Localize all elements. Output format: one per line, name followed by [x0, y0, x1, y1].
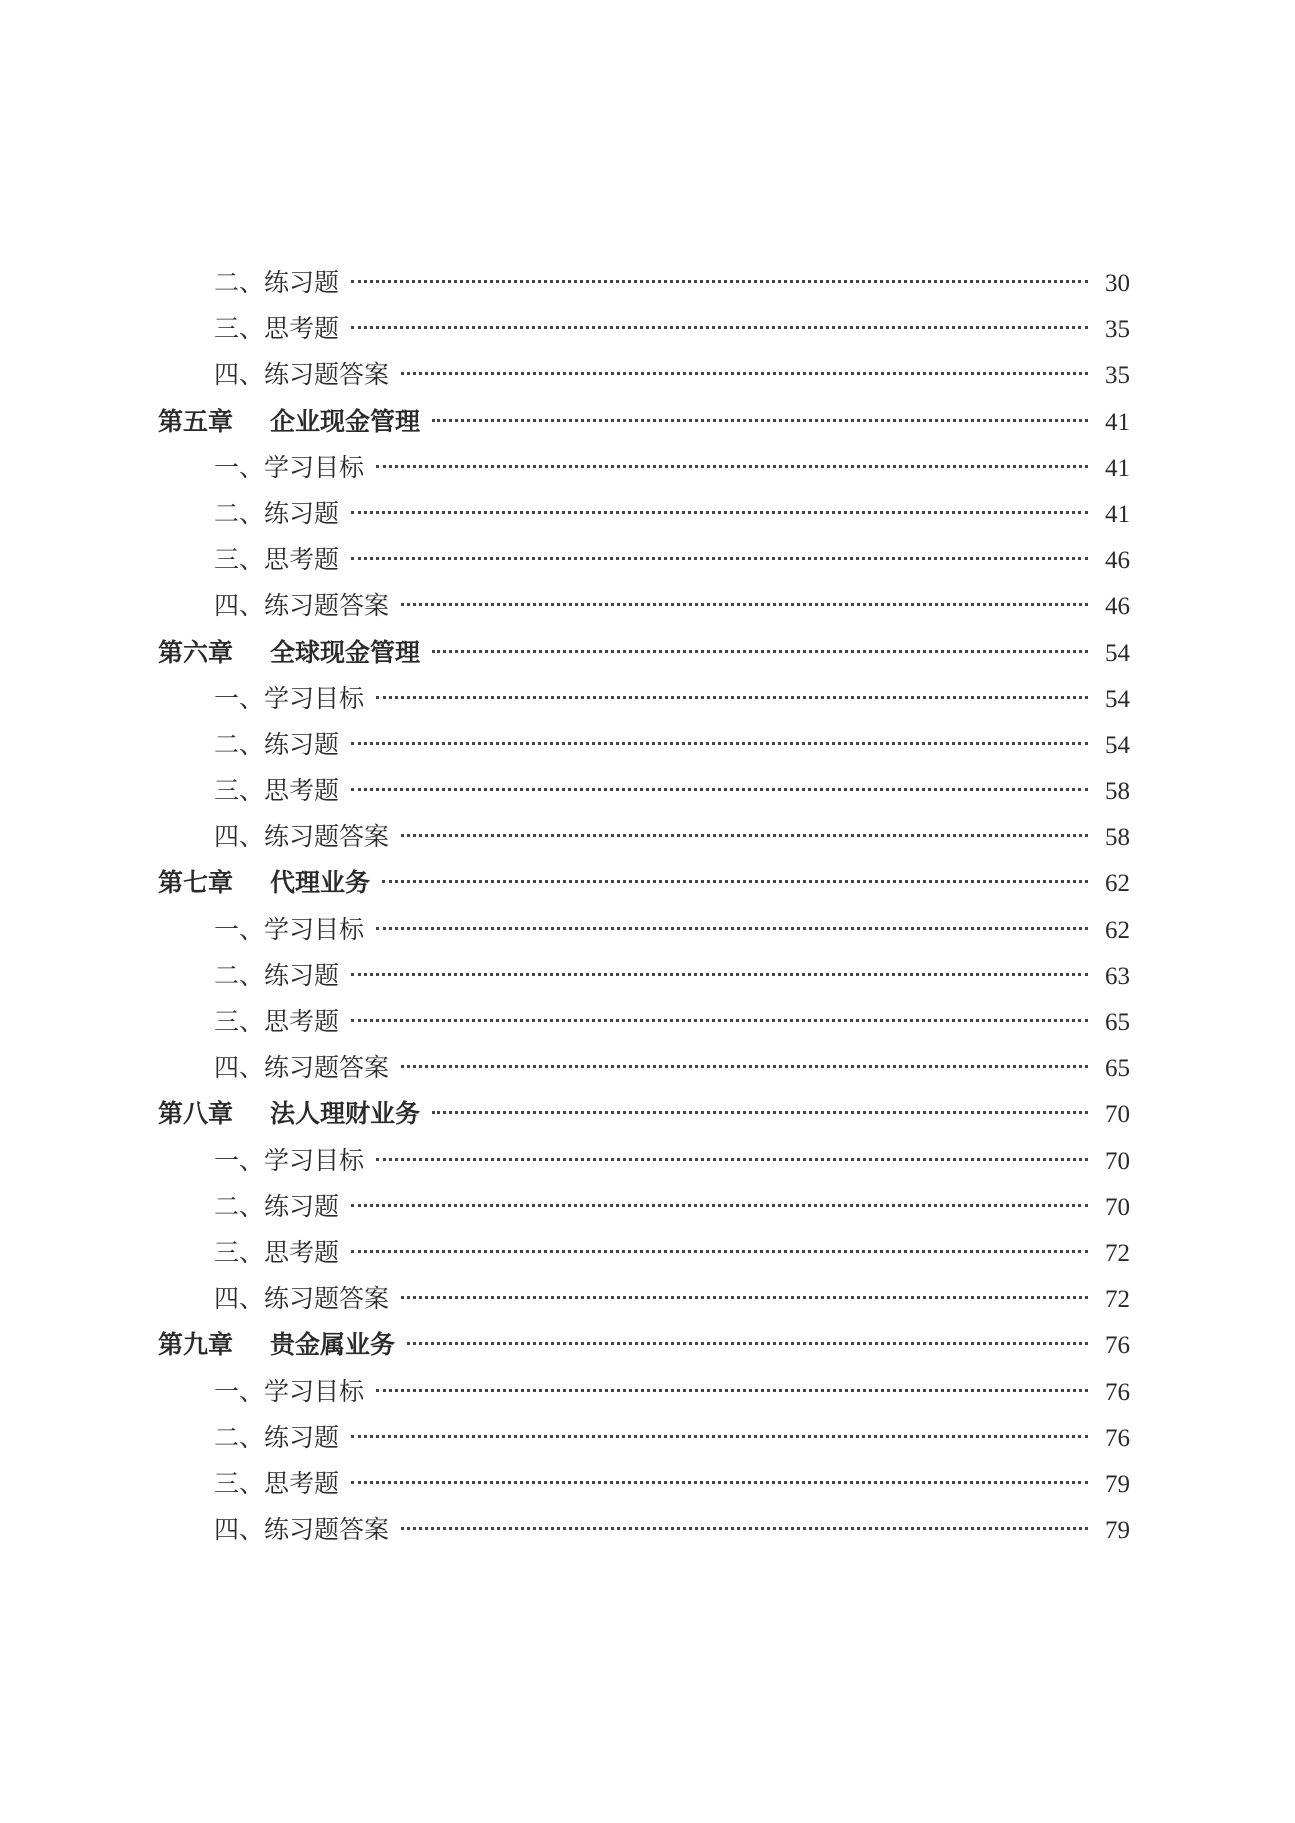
dot-leader	[432, 419, 1088, 422]
toc-chapter-row	[158, 630, 1130, 676]
chapter-title: 全球现金管理	[270, 637, 421, 667]
toc-entry-title	[158, 399, 420, 445]
dot-leader	[376, 1389, 1088, 1392]
page-number: 70	[1105, 1147, 1130, 1175]
chapter-number: 第五章	[158, 406, 234, 436]
toc-entry-title: 三、思考题	[214, 1468, 340, 1498]
toc-section-row	[158, 676, 1130, 722]
toc-entry-title: 三、思考题	[214, 1007, 340, 1036]
dot-leader	[376, 465, 1088, 468]
toc-section-row	[158, 1138, 1130, 1184]
toc-section-row	[158, 260, 1130, 306]
toc-section-row	[158, 814, 1130, 860]
chapter-title: 代理业务	[270, 868, 371, 898]
toc-section-row	[158, 306, 1130, 352]
toc-entry-title: 一、学习目标	[214, 914, 365, 944]
toc-entry-title: 二、练习题	[214, 1422, 340, 1452]
toc-entry-title: 三、思考题	[214, 776, 340, 806]
table-of-contents	[158, 260, 1130, 1553]
dot-leader	[401, 1296, 1088, 1299]
toc-entry-title: 四、练习题答案	[214, 1515, 390, 1545]
page-number: 65	[1105, 1055, 1130, 1083]
toc-entry-title	[158, 1322, 395, 1368]
page-number: 70	[1105, 1193, 1130, 1221]
dot-leader	[376, 927, 1088, 930]
dot-leader	[351, 511, 1088, 514]
toc-section-row	[158, 1507, 1130, 1553]
toc-entry-title: 一、学习目标	[214, 683, 365, 713]
page-number: 58	[1105, 778, 1130, 806]
toc-section-row	[158, 445, 1130, 491]
toc-section-row	[158, 1184, 1130, 1230]
page-number: 65	[1105, 1009, 1130, 1036]
page-number: 70	[1105, 1101, 1130, 1129]
page-number: 41	[1105, 500, 1130, 528]
dot-leader	[401, 1527, 1088, 1530]
page-number: 54	[1105, 639, 1130, 667]
toc-entry-title: 三、思考题	[214, 545, 340, 575]
toc-entry-title: 三、思考题	[214, 314, 340, 344]
dot-leader	[401, 603, 1088, 606]
toc-section-row	[158, 999, 1130, 1045]
page-number: 79	[1105, 1470, 1130, 1498]
toc-entry-title: 四、练习题答案	[214, 822, 390, 852]
dot-leader	[351, 1481, 1088, 1484]
page-number: 46	[1105, 547, 1130, 575]
page-number: 46	[1105, 593, 1130, 621]
toc-chapter-row	[158, 1322, 1130, 1368]
page-number: 72	[1105, 1239, 1130, 1267]
toc-chapter-row	[158, 1091, 1130, 1137]
chapter-number: 第八章	[158, 1099, 234, 1129]
toc-section-row	[158, 953, 1130, 999]
toc-section-row	[158, 722, 1130, 768]
toc-entry-title: 四、练习题答案	[214, 591, 390, 621]
toc-section-row	[158, 1415, 1130, 1461]
dot-leader	[351, 326, 1088, 329]
chapter-number: 第九章	[158, 1330, 234, 1360]
toc-section-row	[158, 537, 1130, 583]
page-number: 30	[1105, 270, 1130, 297]
toc-chapter-row	[158, 399, 1130, 445]
dot-leader	[351, 280, 1088, 283]
dot-leader	[382, 880, 1088, 883]
toc-section-row	[158, 1369, 1130, 1415]
toc-entry-title	[158, 860, 370, 906]
toc-entry-title: 四、练习题答案	[214, 360, 390, 390]
chapter-title: 贵金属业务	[270, 1330, 396, 1360]
page-number: 62	[1105, 870, 1130, 898]
dot-leader	[376, 1158, 1088, 1161]
chapter-title: 企业现金管理	[270, 406, 421, 436]
page-number: 76	[1105, 1378, 1130, 1406]
page-number: 41	[1105, 454, 1130, 482]
page-number: 54	[1105, 731, 1130, 759]
dot-leader	[351, 973, 1088, 976]
dot-leader	[351, 788, 1088, 791]
page-number: 62	[1105, 916, 1130, 944]
toc-entry-title: 一、学习目标	[214, 1145, 365, 1175]
toc-section-row	[158, 1276, 1130, 1322]
toc-entry-title: 三、思考题	[214, 1237, 340, 1267]
dot-leader	[376, 696, 1088, 699]
page-number: 35	[1105, 316, 1130, 344]
dot-leader	[351, 742, 1088, 745]
toc-entry-title: 四、练习题答案	[214, 1053, 390, 1083]
dot-leader	[407, 1342, 1088, 1345]
toc-section-row	[158, 491, 1130, 537]
toc-section-row	[158, 1230, 1130, 1276]
toc-entry-title	[158, 630, 420, 676]
dot-leader	[351, 557, 1088, 560]
page-number: 76	[1105, 1332, 1130, 1360]
toc-entry-title: 二、练习题	[214, 960, 340, 990]
toc-section-row	[158, 1461, 1130, 1507]
dot-leader	[351, 1250, 1088, 1253]
toc-section-row	[158, 907, 1130, 953]
page-number: 72	[1105, 1286, 1130, 1314]
toc-section-row	[158, 768, 1130, 814]
toc-section-row	[158, 352, 1130, 398]
dot-leader	[401, 834, 1088, 837]
dot-leader	[351, 1019, 1088, 1022]
toc-entry-title: 一、学习目标	[214, 452, 365, 482]
dot-leader	[351, 1204, 1088, 1207]
toc-entry-title: 二、练习题	[214, 268, 340, 297]
page-number: 58	[1105, 824, 1130, 852]
page-number: 76	[1105, 1424, 1130, 1452]
toc-entry-title: 二、练习题	[214, 1191, 340, 1221]
toc-entry-title: 二、练习题	[214, 498, 340, 528]
dot-leader	[432, 1111, 1088, 1114]
chapter-number: 第七章	[158, 868, 234, 898]
dot-leader	[401, 1065, 1088, 1068]
page-number: 63	[1105, 962, 1130, 990]
chapter-title: 法人理财业务	[270, 1099, 421, 1129]
dot-leader	[401, 372, 1088, 375]
toc-entry-title: 二、练习题	[214, 729, 340, 759]
page-number: 41	[1105, 408, 1130, 436]
toc-entry-title: 四、练习题答案	[214, 1284, 390, 1314]
toc-section-row	[158, 583, 1130, 629]
toc-entry-title	[158, 1091, 420, 1137]
page-number: 54	[1105, 685, 1130, 713]
dot-leader	[432, 650, 1088, 653]
page-number: 79	[1105, 1517, 1130, 1545]
toc-section-row	[158, 1045, 1130, 1091]
toc-chapter-row	[158, 860, 1130, 906]
chapter-number: 第六章	[158, 637, 234, 667]
page-number: 35	[1105, 362, 1130, 390]
dot-leader	[351, 1435, 1088, 1438]
toc-entry-title: 一、学习目标	[214, 1376, 365, 1406]
